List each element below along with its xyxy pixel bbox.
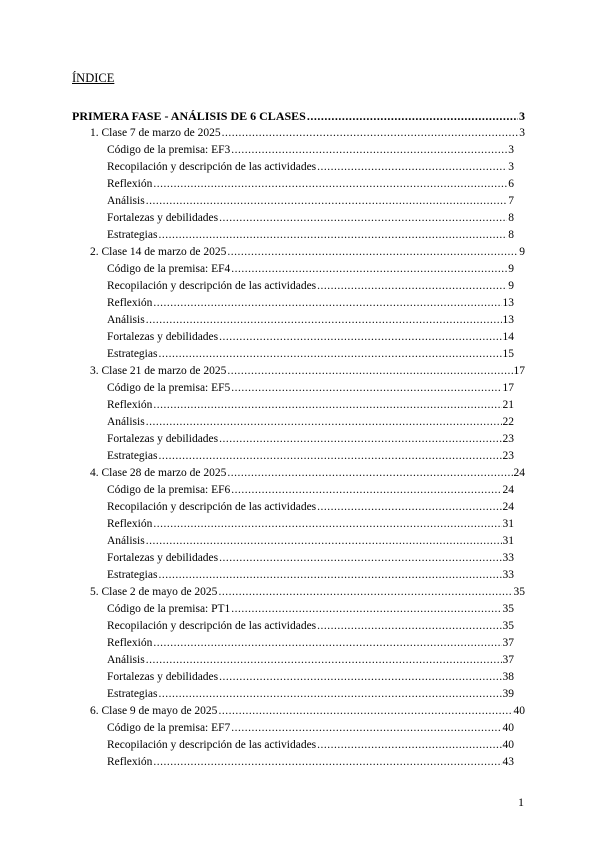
toc-dot-leader: [153, 397, 501, 413]
toc-entry-text: Reflexión: [107, 399, 153, 411]
toc-subentry[interactable]: [107, 448, 514, 464]
toc-page-number: 31: [502, 518, 514, 530]
toc-page-number: 33: [502, 552, 514, 564]
toc-page-number: 13: [502, 314, 514, 326]
toc-entry-text: Reflexión: [107, 756, 153, 768]
toc-dot-leader: [219, 329, 501, 345]
toc-dot-leader: [219, 669, 501, 685]
toc-entry-text: PRIMERA FASE - ANÁLISIS DE 6 CLASES: [72, 109, 306, 123]
toc-subentry[interactable]: [107, 346, 514, 362]
toc-subentry[interactable]: [107, 278, 514, 294]
toc-entry-text: Código de la premisa: EF5: [107, 382, 231, 394]
toc-dot-leader: [153, 176, 507, 192]
toc-chapter-entry[interactable]: [90, 584, 525, 600]
toc-entry-text: Fortalezas y debilidades: [107, 331, 219, 343]
toc-entry-text: Fortalezas y debilidades: [107, 671, 219, 683]
toc-entry-text: 5. Clase 2 de mayo de 2025: [90, 586, 218, 598]
toc-entry-text: 6. Clase 9 de mayo de 2025: [90, 705, 218, 717]
toc-page-number: 24: [502, 484, 514, 496]
toc-entry-text: Estrategias: [107, 569, 158, 581]
toc-page-number: 35: [513, 586, 525, 598]
toc-dot-leader: [231, 380, 501, 396]
toc-subentry[interactable]: [107, 397, 514, 413]
toc-entry-text: Recopilación y descripción de las actividades: [107, 280, 317, 292]
toc-entry-text: 4. Clase 28 de marzo de 2025: [90, 467, 227, 479]
toc-page-number: 40: [502, 739, 514, 751]
toc-subentry[interactable]: [107, 380, 514, 396]
toc-subentry[interactable]: [107, 227, 514, 243]
toc-subentry[interactable]: [107, 635, 514, 651]
toc-subentry[interactable]: [107, 312, 514, 328]
toc-entry-text: 3. Clase 21 de marzo de 2025: [90, 365, 227, 377]
toc-dot-leader: [317, 278, 507, 294]
toc-entry-text: Análisis: [107, 195, 145, 207]
toc-dot-leader: [158, 227, 507, 243]
toc-entry-text: Fortalezas y debilidades: [107, 552, 219, 564]
toc-dot-leader: [146, 533, 502, 549]
toc-entry-text: Código de la premisa: EF4: [107, 263, 231, 275]
toc-subentry[interactable]: [107, 159, 514, 175]
toc-entry-text: Análisis: [107, 314, 145, 326]
toc-dot-leader: [146, 193, 508, 209]
toc-subentry[interactable]: [107, 567, 514, 583]
toc-dot-leader: [153, 516, 501, 532]
toc-entry-text: Código de la premisa: EF7: [107, 722, 231, 734]
toc-subentry[interactable]: [107, 193, 514, 209]
toc-dot-leader: [317, 499, 501, 515]
index-title: ÍNDICE: [72, 71, 115, 85]
toc-dot-leader: [146, 414, 502, 430]
toc-page-number: 9: [519, 246, 525, 258]
toc-page-number: 35: [502, 603, 514, 615]
toc-page-number: 8: [508, 229, 514, 241]
toc-page-number: 3: [519, 109, 525, 123]
toc-entry-text: Recopilación y descripción de las actividades: [107, 161, 317, 173]
toc-page-number: 9: [508, 280, 514, 292]
toc-dot-leader: [317, 737, 501, 753]
toc-entry-text: Código de la premisa: EF6: [107, 484, 231, 496]
toc-page-number: 22: [502, 416, 514, 428]
toc-page-number: 21: [502, 399, 514, 411]
toc-entry-text: Reflexión: [107, 518, 153, 530]
toc-dot-leader: [227, 363, 512, 379]
toc-page-number: 14: [502, 331, 514, 343]
toc-entry-text: Recopilación y descripción de las actividades: [107, 739, 317, 751]
toc-chapter-entry[interactable]: [90, 244, 525, 260]
toc-subentry[interactable]: [107, 329, 514, 345]
toc-dot-leader: [158, 567, 501, 583]
toc-dot-leader: [231, 142, 507, 158]
toc-subentry[interactable]: [107, 516, 514, 532]
toc-dot-leader: [317, 618, 501, 634]
toc-subentry[interactable]: [107, 686, 514, 702]
toc-subentry[interactable]: [107, 295, 514, 311]
toc-dot-leader: [227, 465, 512, 481]
toc-subentry[interactable]: [107, 720, 514, 736]
page-number: 1: [518, 795, 524, 809]
toc-dot-leader: [227, 244, 518, 260]
toc-subentry[interactable]: [107, 652, 514, 668]
toc-dot-leader: [231, 720, 501, 736]
toc-dot-leader: [219, 431, 501, 447]
toc-entry-text: 2. Clase 14 de marzo de 2025: [90, 246, 227, 258]
toc-page-number: 23: [502, 433, 514, 445]
toc-page-number: 33: [502, 569, 514, 581]
toc-dot-leader: [218, 584, 512, 600]
toc-page-number: 24: [513, 467, 525, 479]
toc-dot-leader: [158, 686, 501, 702]
toc-dot-leader: [153, 635, 501, 651]
toc-dot-leader: [307, 108, 518, 124]
toc-dot-leader: [219, 210, 507, 226]
toc-page-number: 37: [502, 637, 514, 649]
toc-subentry[interactable]: [107, 669, 514, 685]
toc-dot-leader: [219, 550, 501, 566]
toc-page-number: 17: [502, 382, 514, 394]
toc-entry-text: Recopilación y descripción de las actividades: [107, 501, 317, 513]
toc-entry-text: Fortalezas y debilidades: [107, 433, 219, 445]
toc-entry-text: Estrategias: [107, 229, 158, 241]
toc-dot-leader: [222, 125, 519, 141]
toc-page-number: 43: [502, 756, 514, 768]
toc-subentry[interactable]: [107, 533, 514, 549]
toc-page-number: 40: [513, 705, 525, 717]
toc-dot-leader: [153, 295, 501, 311]
toc-page-number: 31: [502, 535, 514, 547]
toc-dot-leader: [317, 159, 507, 175]
toc-page-number: 38: [502, 671, 514, 683]
toc-page-number: 3: [519, 127, 525, 139]
toc-page-number: 35: [502, 620, 514, 632]
toc-page-number: 15: [502, 348, 514, 360]
toc-entry-text: Estrategias: [107, 688, 158, 700]
toc-entry-text: Recopilación y descripción de las actividades: [107, 620, 317, 632]
toc-subentry[interactable]: [107, 754, 514, 770]
toc-dot-leader: [158, 448, 501, 464]
toc-entry-text: Reflexión: [107, 297, 153, 309]
toc-subentry[interactable]: [107, 601, 514, 617]
toc-dot-leader: [153, 754, 501, 770]
toc-page-number: 40: [502, 722, 514, 734]
toc-page-number: 3: [508, 161, 514, 173]
toc-subentry[interactable]: [107, 482, 514, 498]
toc-page-number: 24: [502, 501, 514, 513]
toc-subentry[interactable]: [107, 142, 514, 158]
toc-dot-leader: [231, 261, 507, 277]
toc-subentry[interactable]: [107, 261, 514, 277]
toc-dot-leader: [231, 482, 501, 498]
toc-subentry[interactable]: [107, 499, 514, 515]
toc-page-number: 37: [502, 654, 514, 666]
toc-dot-leader: [146, 312, 502, 328]
toc-chapter-entry[interactable]: [90, 363, 525, 379]
toc-page-number: 23: [502, 450, 514, 462]
toc-page-number: 8: [508, 212, 514, 224]
toc-subentry[interactable]: [107, 550, 514, 566]
toc-chapter-entry[interactable]: [90, 125, 525, 141]
toc-chapter-entry[interactable]: [90, 465, 525, 481]
toc-page-number: 17: [513, 365, 525, 377]
toc-page-number: 13: [502, 297, 514, 309]
toc-entry-text: Análisis: [107, 654, 145, 666]
toc-subentry[interactable]: [107, 176, 514, 192]
toc-subentry[interactable]: [107, 210, 514, 226]
toc-dot-leader: [158, 346, 501, 362]
toc-dot-leader: [146, 652, 502, 668]
toc-entry-text: 1. Clase 7 de marzo de 2025: [90, 127, 221, 139]
toc-page-number: 39: [502, 688, 514, 700]
toc-entry-text: Código de la premisa: PT1: [107, 603, 231, 615]
toc-chapter-entry[interactable]: [90, 703, 525, 719]
toc-dot-leader: [218, 703, 512, 719]
toc-entry-text: Fortalezas y debilidades: [107, 212, 219, 224]
toc-entry-text: Código de la premisa: EF3: [107, 144, 231, 156]
toc-entry-text: Análisis: [107, 416, 145, 428]
toc-subentry[interactable]: [107, 414, 514, 430]
toc-entry-text: Análisis: [107, 535, 145, 547]
toc-entry-text: Estrategias: [107, 450, 158, 462]
toc-entry-text: Reflexión: [107, 637, 153, 649]
toc-subentry[interactable]: [107, 431, 514, 447]
toc-subentry[interactable]: [107, 737, 514, 753]
toc-page-number: 6: [508, 178, 514, 190]
toc-section-heading[interactable]: [72, 108, 525, 124]
toc-entry-text: Reflexión: [107, 178, 153, 190]
toc-page-number: 9: [508, 263, 514, 275]
toc-page-number: 3: [508, 144, 514, 156]
toc-dot-leader: [231, 601, 501, 617]
toc-page-number: 7: [508, 195, 514, 207]
toc-subentry[interactable]: [107, 618, 514, 634]
toc-entry-text: Estrategias: [107, 348, 158, 360]
